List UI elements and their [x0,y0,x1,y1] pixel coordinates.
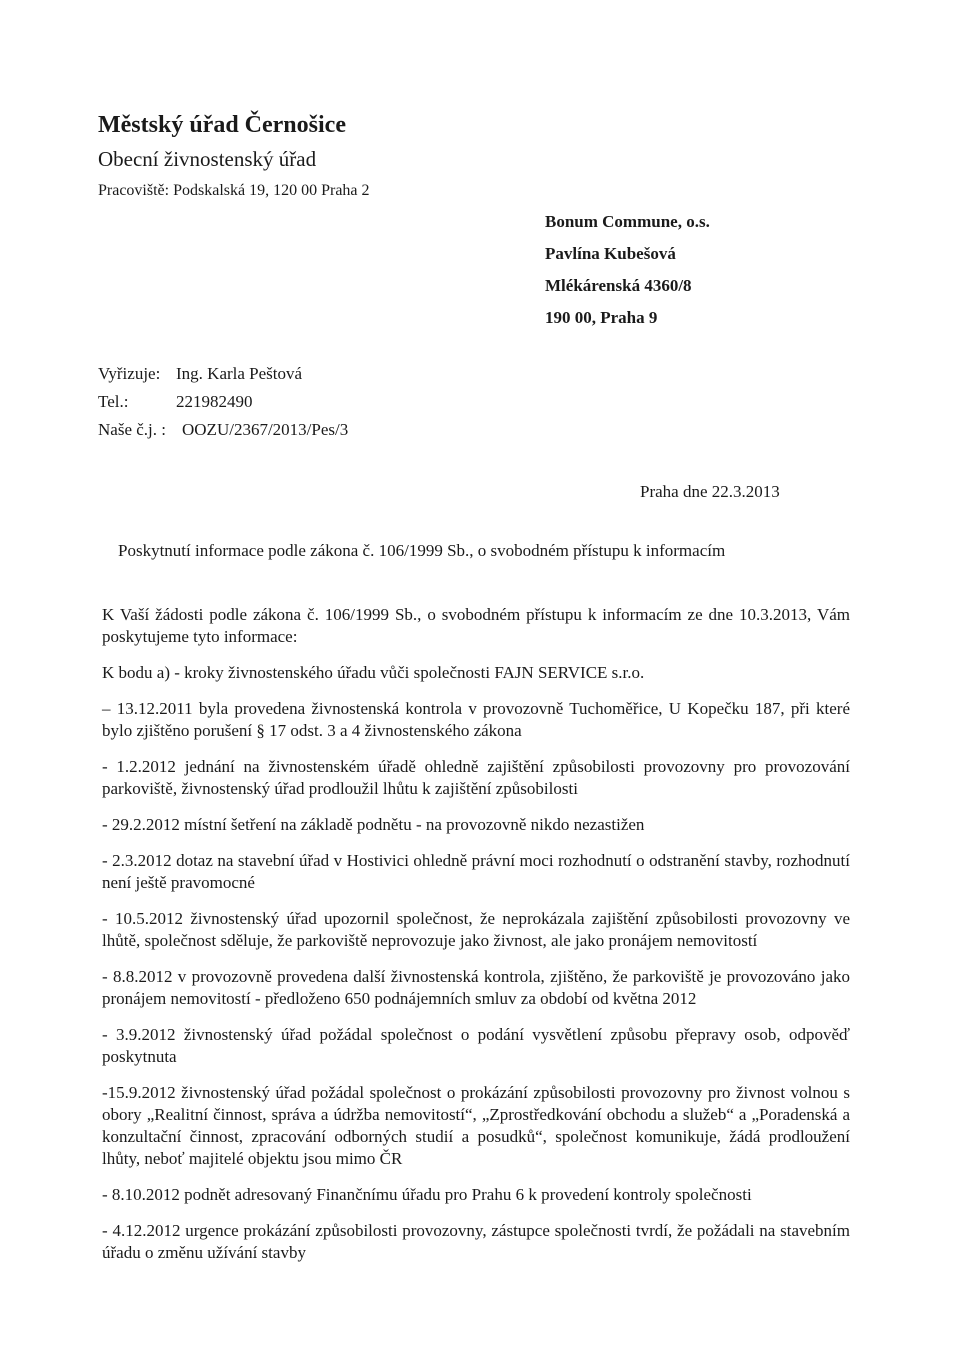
letter-subject: Poskytnutí informace podle zákona č. 106/1999 Sb., o svobodném přístupu k informacím [118,541,726,560]
reference-row [98,416,348,444]
handler-row [98,360,348,388]
body-paragraph: K Vaší žádosti podle zákona č. 106/1999 Sb., o svobodném přístupu k informacím ze dne 10.3.2013, Vám poskytujeme tyto informace: [102,605,850,646]
body-paragraph: - 8.10.2012 podnět adresovaný Finančnímu úřadu pro Prahu 6 k provedení kontroly společnosti [102,1185,752,1204]
sender-workplace: Pracoviště: Podskalská 19, 120 00 Praha 2 [98,182,370,199]
letter-body [102,604,850,1264]
sender-office-name: Obecní živnostenský úřad [98,147,317,171]
reference-label: Naše č.j. : [98,420,166,439]
recipient-line-street: Mlékárenská 4360/8 [545,276,692,295]
phone-value: 221982490 [176,392,253,411]
recipient-line-org: Bonum Commune, o.s. [545,212,710,231]
handler-info [98,360,348,444]
body-paragraph: - 3.9.2012 živnostenský úřad požádal společnost o podání vysvětlení způsobu přepravy osob, odpověď poskytnuta [102,1025,850,1066]
sender-block [98,110,370,202]
body-paragraph: - 29.2.2012 místní šetření na základě podnětu - na provozovně nikdo nezastižen [102,815,645,834]
reference-value: OOZU/2367/2013/Pes/3 [182,420,349,439]
body-paragraph: K bodu a) - kroky živnostenského úřadu vůči společnosti FAJN SERVICE s.r.o. [102,663,645,682]
recipient-address [545,206,710,334]
body-paragraph: - 1.2.2012 jednání na živnostenském úřadě ohledně zajištění způsobilosti provozovny pro provozování parkoviště, živnostenský úřad prodloužil lhůtu k zajištění způsobilosti [102,757,850,798]
body-paragraph: – 13.12.2011 byla provedena živnostenská kontrola v provozovně Tuchoměřice, U Kopečku 187, při které bylo zjištěno porušení § 17 odst. 3 a 4 živnostenského zákona [102,699,850,740]
letter-date: Praha dne 22.3.2013 [640,482,780,501]
handler-value: Ing. Karla Peštová [176,364,303,383]
body-paragraph: - 4.12.2012 urgence prokázání způsobilosti provozovny, zástupce společnosti tvrdí, že požádali na stavebním úřadu o změnu užívání stavby [102,1221,850,1262]
phone-row [98,388,348,416]
sender-org-name: Městský úřad Černošice [98,112,346,138]
body-paragraph: - 8.8.2012 v provozovně provedena další živnostenská kontrola, zjištěno, že parkoviště je provozováno jako pronájem nemovitostí - předloženo 650 podnájemních smluv za období od května 2012 [102,967,850,1008]
recipient-line-person: Pavlína Kubešová [545,244,676,263]
body-paragraph: - 10.5.2012 živnostenský úřad upozornil společnost, že neprokázala zajištění způsobilosti provozovny ve lhůtě, společnost sděluje, že parkoviště neprovozuje jako živnost, ale jako pronájem nemovitostí [102,909,850,950]
recipient-line-city: 190 00, Praha 9 [545,308,658,327]
body-paragraph: -15.9.2012 živnostenský úřad požádal společnost o prokázání způsobilosti provozovny pro živnost volnou s obory „Realitní činnost, správa a údržba nemovitostí“, „Zprostředkování obchodu a služeb“ a „Poradenská a konzultační činnost, zpracování odborných studií a posudků“, společnost komunikuje, žádá prodloužení lhůty, neboť majitelé objektu jsou mimo ČR [102,1083,850,1168]
handler-label: Vyřizuje: [98,364,161,383]
phone-label: Tel.: [98,392,129,411]
body-paragraph: - 2.3.2012 dotaz na stavební úřad v Hostivici ohledně právní moci rozhodnutí o odstranění stavby, rozhodnutí není ještě pravomocné [102,851,850,892]
